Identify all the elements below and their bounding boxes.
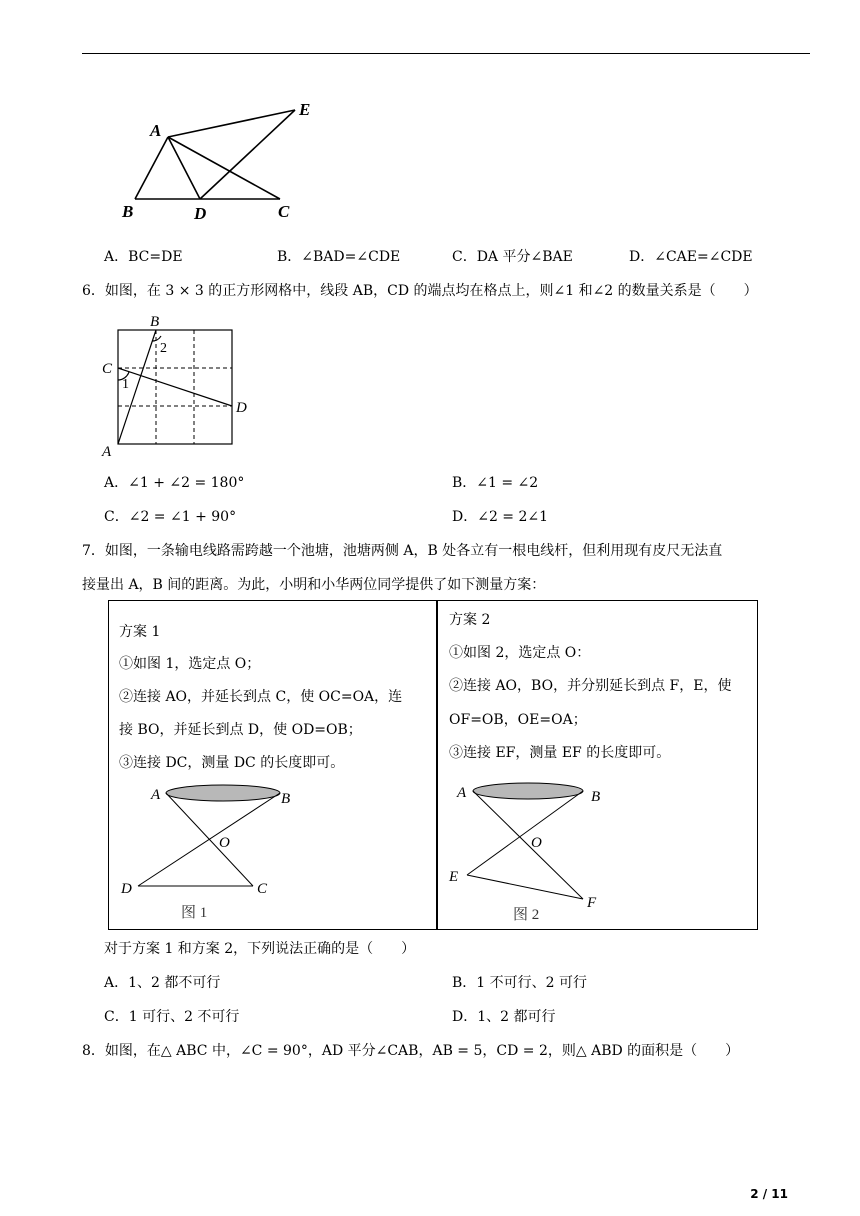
q6-stem: 6．如图，在 3 × 3 的正方形网格中，线段 AB，CD 的端点均在格点上，则∠1 和∠2 的数量关系是（ ） [82, 283, 758, 299]
q8-stem: 8．如图，在△ ABC 中，∠C = 90°，AD 平分∠CAB，AB = 5，CD = 2，则△ ABD 的面积是（ ） [82, 1043, 740, 1059]
plan2-step2a: ②连接 AO，BO，并分别延长到点 F，E，使 [449, 678, 732, 694]
plan1-figure [113, 781, 293, 921]
plan1-step2a: ②连接 AO，并延长到点 C，使 OC=OA，连 [119, 689, 403, 705]
plan-divider [436, 601, 438, 929]
q5-label-c: C [278, 202, 290, 221]
q7-option-d: D．1、2 都可行 [452, 1009, 556, 1025]
q6-option-c: C．∠2 = ∠1 + 90° [104, 509, 237, 525]
plan1-step1: ①如图 1，选定点 O； [119, 656, 261, 672]
q5-label-e: E [299, 100, 311, 119]
plan2-label-f: F [587, 895, 597, 911]
page-number: 2 / 11 [750, 1187, 788, 1201]
plan1-step2b: 接 BO，并延长到点 D，使 OD=OB； [119, 722, 362, 738]
header-rule [82, 53, 810, 54]
q5-label-b: B [122, 202, 134, 221]
q5-option-a: A．BC=DE [104, 249, 183, 265]
q5-label-a: A [150, 121, 162, 140]
plan2-figure [443, 779, 623, 925]
q6-label-a: A [102, 444, 112, 458]
plan1-label-c: C [257, 881, 268, 897]
q6-label-2: 2 [160, 341, 167, 356]
q6-option-a: A．∠1 + ∠2 = 180° [104, 475, 245, 491]
q6-label-d: D [236, 400, 247, 416]
plan2-label-b: B [591, 789, 601, 805]
plan1-label-d: D [121, 881, 132, 897]
plan2-label-a: A [457, 785, 467, 801]
q5-figure [110, 95, 330, 225]
plan1-label-b: B [281, 791, 291, 807]
plan-table [108, 600, 758, 930]
q6-option-b: B．∠1 = ∠2 [452, 475, 539, 491]
q7-option-b: B．1 不可行、2 可行 [452, 975, 588, 991]
q6-figure [98, 308, 258, 458]
plan1-label-a: A [151, 787, 161, 803]
q7-option-c: C．1 可行、2 不可行 [104, 1009, 240, 1025]
plan1-step3: ③连接 DC，测量 DC 的长度即可。 [119, 755, 345, 771]
plan2-label-e: E [449, 869, 459, 885]
q7-option-a: A．1、2 都不可行 [104, 975, 221, 991]
plan2-label-o: O [531, 835, 542, 851]
q5-option-d: D．∠CAE=∠CDE [629, 249, 753, 265]
plan1-label-o: O [219, 835, 230, 851]
plan2-step2b: OF=OB，OE=OA； [449, 712, 587, 728]
q5-option-b: B．∠BAD=∠CDE [277, 249, 401, 265]
q6-label-b: B [150, 314, 160, 330]
q7-question: 对于方案 1 和方案 2，下列说法正确的是（ ） [104, 941, 416, 957]
q5-option-c: C．DA 平分∠BAE [452, 249, 573, 265]
q6-label-1: 1 [122, 377, 129, 392]
q6-option-d: D．∠2 = 2∠1 [452, 509, 549, 525]
q7-stem-line2: 接量出 A，B 间的距离。为此，小明和小华两位同学提供了如下测量方案： [82, 577, 546, 593]
plan2-step3: ③连接 EF，测量 EF 的长度即可。 [449, 745, 671, 761]
q6-label-c: C [102, 361, 113, 377]
plan2-step1: ①如图 2，选定点 O： [449, 645, 591, 661]
plan1-title: 方案 1 [119, 624, 161, 640]
plan2-caption: 图 2 [513, 907, 540, 923]
plan1-caption: 图 1 [181, 905, 208, 921]
q7-stem-line1: 7．如图，一条输电线路需跨越一个池塘，池塘两侧 A，B 处各立有一根电线杆，但利用现有皮尺无法直 [82, 543, 723, 559]
q5-label-d: D [194, 204, 207, 223]
plan2-title: 方案 2 [449, 612, 491, 628]
